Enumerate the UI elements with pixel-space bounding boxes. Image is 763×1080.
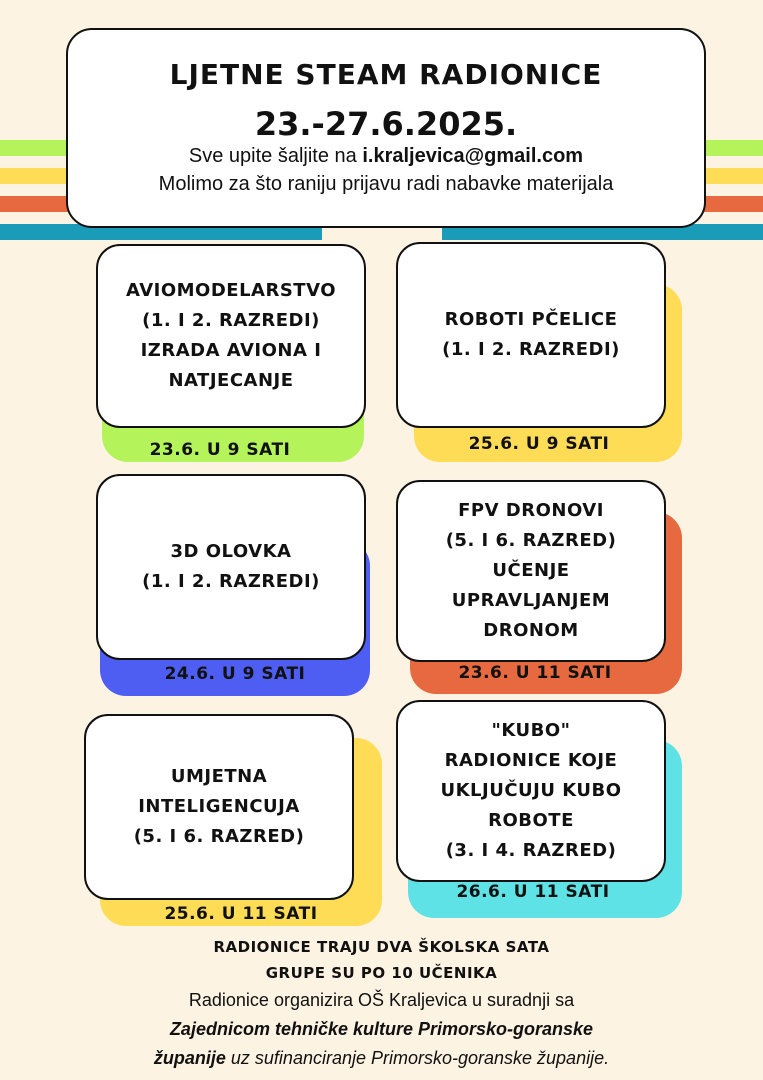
- workshop-1-line-1: AVIOMODELARSTVO: [125, 280, 336, 301]
- workshop-6-line-4: ROBOTE: [488, 810, 574, 831]
- workshop-card-aviomodelarstvo: [96, 244, 366, 428]
- footer-organizer: Radionice organizira OŠ Kraljevica u suradnji sa: [188, 990, 575, 1010]
- workshop-2-date: 25.6. U 9 SATI: [468, 434, 610, 454]
- footer-duration: RADIONICE TRAJU DVA ŠKOLSKA SATA: [213, 938, 550, 956]
- workshop-5-line-2: INTELIGENCUJA: [138, 796, 300, 817]
- registration-note: Molimo za što raniju prijavu radi nabavke materijala: [158, 173, 614, 195]
- workshop-4-line-4: UPRAVLJANJEM: [451, 590, 611, 611]
- workshop-3-line-1: 3D OLOVKA: [170, 541, 292, 562]
- workshop-1-line-4: NATJECANJE: [168, 370, 294, 391]
- workshop-6-date: 26.6. U 11 SATI: [456, 882, 610, 902]
- workshop-5-date: 25.6. U 11 SATI: [164, 904, 318, 924]
- workshop-1-date: 23.6. U 9 SATI: [149, 440, 291, 460]
- workshop-4-line-2: (5. I 6. RAZRED): [445, 530, 617, 551]
- workshop-card-umjetna-inteligencija: [84, 714, 354, 900]
- contact-email: i.kraljevica@gmail.com: [362, 145, 584, 167]
- footer-partner-name: Zajednicom tehničke kulture Primorsko-goranske: [169, 1019, 594, 1039]
- event-dates: 23.-27.6.2025.: [254, 105, 518, 143]
- workshop-card-3d-olovka: [96, 474, 366, 660]
- workshop-card-roboti-pcelice: [396, 242, 666, 428]
- footer: [0, 934, 763, 1073]
- footer-group-size: GRUPE SU PO 10 UČENIKA: [265, 964, 498, 982]
- workshop-4-line-3: UČENJE: [492, 560, 570, 581]
- workshop-4-line-1: FPV DRONOVI: [458, 500, 604, 521]
- footer-funding: [0, 1044, 763, 1073]
- workshop-card-kubo: [396, 700, 666, 882]
- workshop-6-line-5: (3. I 4. RAZRED): [445, 840, 617, 861]
- workshop-4-date: 23.6. U 11 SATI: [458, 663, 612, 683]
- workshop-5-line-3: (5. I 6. RAZRED): [133, 826, 305, 847]
- workshop-6-line-3: UKLJUČUJU KUBO: [440, 780, 622, 801]
- workshop-4-line-5: DRONOM: [483, 620, 579, 641]
- contact-line: [68, 142, 704, 170]
- footer-funding-bold: županije: [153, 1048, 226, 1068]
- workshop-1-line-2: (1. I 2. RAZREDI): [142, 310, 320, 331]
- page-title: LJETNE STEAM RADIONICE: [169, 58, 603, 91]
- workshop-3-line-2: (1. I 2. RAZREDI): [142, 571, 320, 592]
- footer-partner: [0, 1015, 763, 1044]
- workshop-1-line-3: IZRADA AVIONA I: [140, 340, 322, 361]
- workshop-3-date: 24.6. U 9 SATI: [164, 664, 306, 684]
- workshop-6-line-2: RADIONICE KOJE: [444, 750, 618, 771]
- workshop-2-line-1: ROBOTI PČELICE: [444, 309, 618, 330]
- workshop-card-fpv-dronovi: [396, 480, 666, 662]
- workshop-2-line-2: (1. I 2. RAZREDI): [442, 339, 620, 360]
- footer-funding-rest: uz sufinanciranje Primorsko-goranske županije.: [225, 1048, 610, 1068]
- header-box: [66, 28, 706, 228]
- contact-prefix: Sve upite šaljite na: [188, 145, 363, 167]
- workshop-5-line-1: UMJETNA: [170, 766, 268, 787]
- workshop-6-line-1: "KUBO": [491, 720, 571, 741]
